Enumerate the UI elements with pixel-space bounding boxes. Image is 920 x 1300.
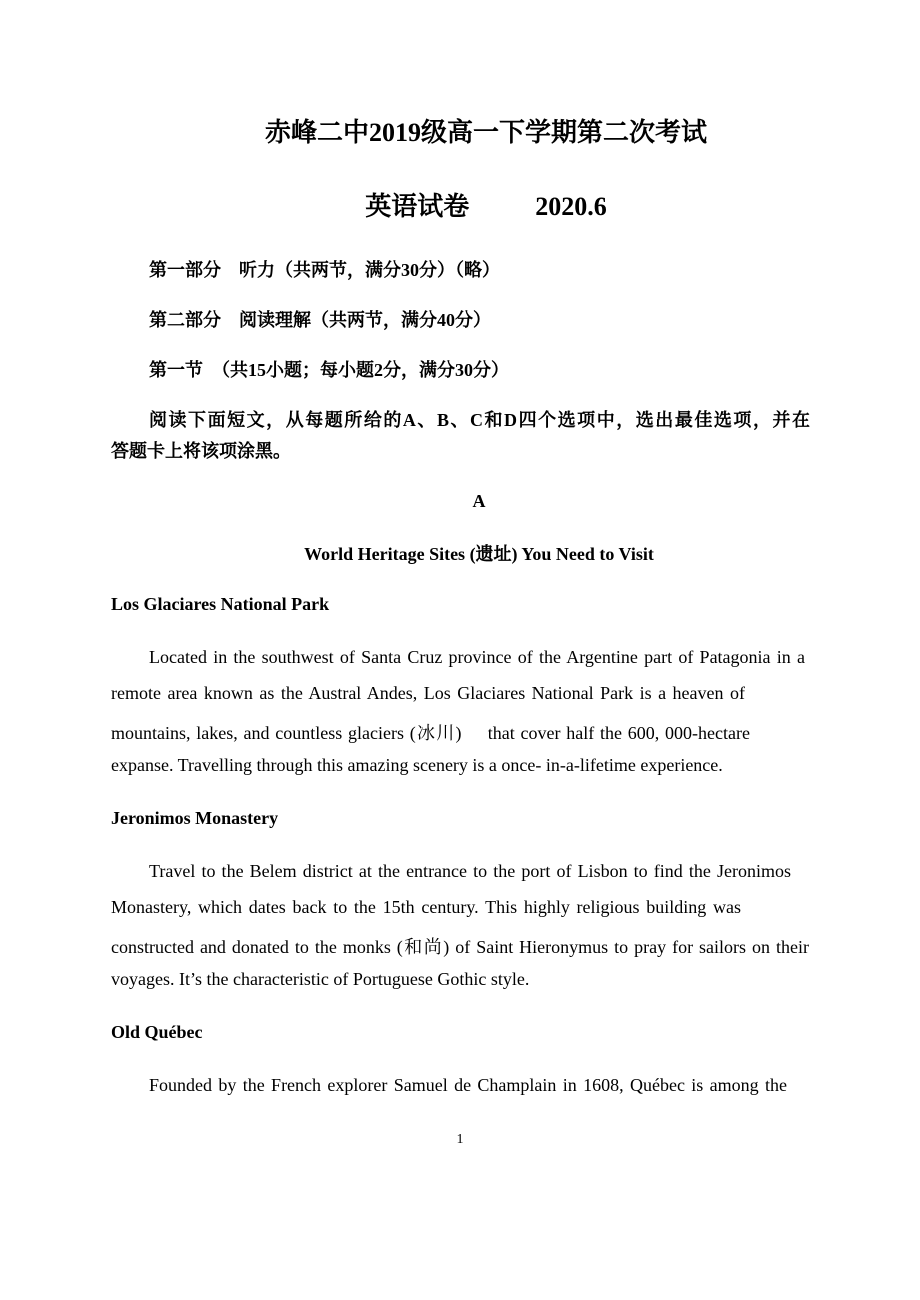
paragraph-line: mountains, lakes, and countless glaciers (冰川) that cover half the 600, 000-hectare (111, 723, 750, 743)
passage-title: World Heritage Sites (遗址) You Need to Visit (304, 544, 654, 564)
paragraph-line: remote area known as the Austral Andes, Los Glaciares National Park is a heaven of (111, 683, 745, 703)
part1-heading: 第一部分 听力（共两节，满分30分）（略） (149, 260, 500, 280)
instructions-line: 答题卡上将该项涂黑。 (111, 441, 291, 461)
item-heading: Los Glaciares National Park (111, 594, 330, 614)
item-heading: Jeronimos Monastery (111, 808, 279, 828)
paragraph-line: Located in the southwest of Santa Cruz province of the Argentine part of Patagonia in a (149, 647, 805, 667)
instructions-line: 阅读下面短文，从每题所给的A、B、C和D四个选项中，选出最佳选项，并在 (149, 410, 810, 430)
exam-title: 赤峰二中2019级高一下学期第二次考试 (264, 118, 707, 147)
item-heading: Old Québec (111, 1022, 203, 1042)
section1-heading: 第一节 （共15小题；每小题2分，满分30分） (149, 360, 509, 380)
paragraph-line: constructed and donated to the monks (和尚) of Saint Hieronymus to pray for sailors on their (111, 937, 809, 957)
subject: 英语试卷 (365, 192, 470, 221)
paragraph-line: voyages. It’s the characteristic of Portuguese Gothic style. (111, 969, 530, 989)
paragraph-line: Founded by the French explorer Samuel de Champlain in 1608, Québec is among the (149, 1075, 787, 1095)
part2-heading: 第二部分 阅读理解（共两节，满分40分） (149, 310, 491, 330)
paragraph-line: expanse. Travelling through this amazing scenery is a once- in-a-lifetime experience. (111, 755, 723, 775)
paragraph-line: Monastery, which dates back to the 15th century. This highly religious building was (111, 897, 741, 917)
paragraph-line: Travel to the Belem district at the entrance to the port of Lisbon to find the Jeronimos (149, 861, 791, 881)
page-number: 1 (456, 1132, 464, 1147)
exam-subtitle (0, 186, 920, 223)
passage-label: A (472, 491, 486, 511)
exam-date: 2020.6 (535, 192, 607, 221)
